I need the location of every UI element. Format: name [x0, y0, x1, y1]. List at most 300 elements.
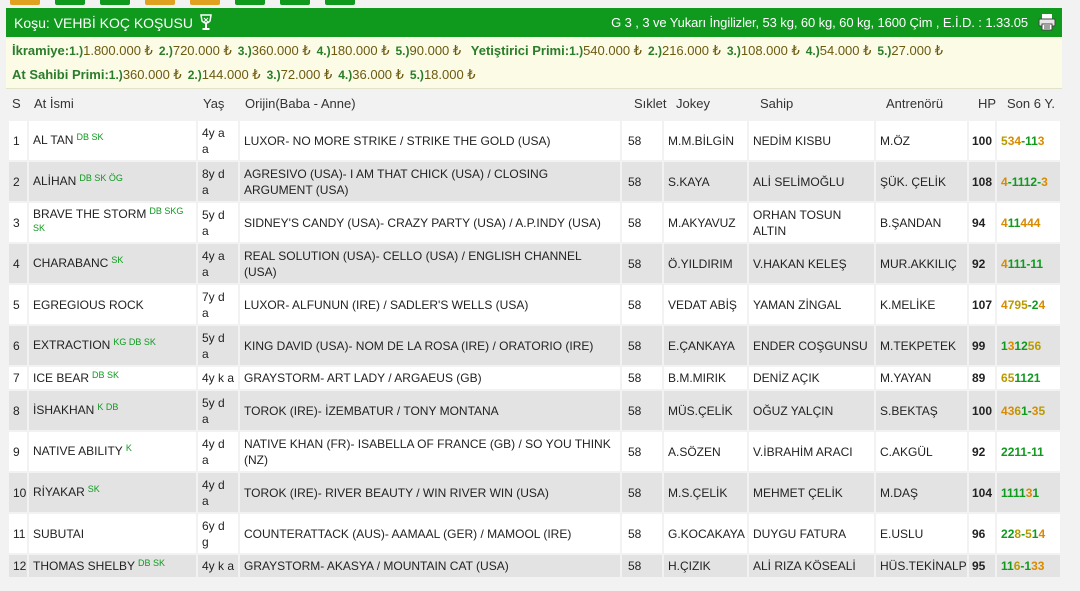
- prize-rank: 4.): [338, 68, 353, 82]
- cell-age-text: 4y d a: [202, 477, 225, 508]
- cell-s-text: 8: [13, 403, 20, 418]
- cell-s-text: 7: [13, 371, 20, 385]
- last6-text: 411444: [1001, 215, 1041, 230]
- prize-rank: 3.): [237, 44, 252, 58]
- cell-hp-text: 100: [972, 133, 993, 148]
- cell-owner[interactable]: [749, 514, 876, 553]
- cell-hp-text: 89: [972, 371, 986, 385]
- cell-weight: [622, 162, 664, 201]
- trophy-icon: [199, 14, 213, 32]
- cell-owner[interactable]: [749, 285, 876, 324]
- cell-horse-name-text[interactable]: BRAVE THE STORM $^{DB SKG SK}$: [33, 205, 184, 233]
- cell-jockey[interactable]: [664, 326, 749, 365]
- cell-hp-text: 94: [972, 215, 986, 230]
- ikramiye-values: [69, 43, 461, 58]
- cell-s-text: 6: [13, 338, 20, 353]
- cell-last6: [997, 367, 1058, 389]
- cell-s-text: 5: [13, 297, 20, 312]
- cell-trainer-text[interactable]: ŞÜK. ÇELİK: [880, 174, 947, 189]
- cell-hp-text: 100: [972, 403, 993, 418]
- cell-age-text: 7y d a: [202, 289, 225, 320]
- cell-hp: [969, 432, 997, 471]
- cell-owner[interactable]: [749, 473, 876, 512]
- cell-owner-text[interactable]: ORHAN TOSUN ALTIN: [753, 207, 842, 238]
- cell-age: [198, 326, 240, 365]
- cell-owner-text[interactable]: ENDER COŞGUNSU: [753, 338, 868, 353]
- cell-origin[interactable]: [240, 121, 622, 160]
- table-row[interactable]: [9, 244, 1060, 285]
- cell-origin-text[interactable]: TOROK (IRE)- RIVER BEAUTY / WIN RIVER WIN (USA): [244, 485, 549, 500]
- cell-weight: [622, 514, 664, 553]
- col-head-last6[interactable]: Son 6 Y.: [1007, 96, 1055, 111]
- cell-s-text: 3: [13, 215, 20, 230]
- yetistirici-label: Yetiştirici Primi:: [470, 43, 570, 58]
- prize-rank: 1.): [108, 68, 123, 82]
- cell-age-text: 4y k a: [202, 559, 235, 573]
- cell-owner[interactable]: [749, 244, 876, 283]
- equipment-tags: KG DB SK: [113, 337, 156, 347]
- cell-age-text: 4y d a: [202, 436, 225, 467]
- cell-origin-text[interactable]: GRAYSTORM- ART LADY / ARGAEUS (GB): [244, 371, 482, 385]
- prize-rank: 3.): [726, 44, 741, 58]
- prize-rank: 5.): [409, 68, 424, 82]
- cell-age-text: 4y a a: [202, 248, 225, 279]
- cell-horse-name[interactable]: [29, 473, 198, 512]
- cell-weight: [622, 203, 664, 242]
- cell-s-text: 11: [13, 526, 26, 541]
- cell-jockey-text[interactable]: B.M.MIRIK: [668, 371, 727, 385]
- cell-origin[interactable]: [240, 367, 622, 389]
- col-head-age[interactable]: Yaş: [203, 96, 225, 111]
- cell-last6: [997, 203, 1058, 242]
- equipment-tags: SK: [111, 255, 124, 265]
- col-head-owner[interactable]: Sahip: [760, 96, 794, 111]
- cell-owner-text[interactable]: V.İBRAHİM ARACI: [753, 444, 853, 459]
- prize-rank: 2.): [187, 68, 202, 82]
- cell-horse-name[interactable]: [29, 285, 198, 324]
- cell-origin-text[interactable]: LUXOR- NO MORE STRIKE / STRIKE THE GOLD (USA): [244, 133, 551, 148]
- top-tab[interactable]: [325, 0, 355, 5]
- table-row[interactable]: [9, 367, 1060, 391]
- race-name: VEHBİ KOÇ KOŞUSU: [53, 14, 193, 31]
- cell-owner[interactable]: [749, 432, 876, 471]
- cell-trainer[interactable]: [876, 162, 969, 201]
- cell-jockey-text[interactable]: A.SÖZEN: [668, 444, 721, 459]
- cell-horse-name-text[interactable]: EGREGIOUS ROCK: [33, 297, 144, 312]
- top-tab-strip: [0, 0, 1080, 6]
- cell-horse-name[interactable]: [29, 326, 198, 365]
- col-head-hp[interactable]: HP: [978, 96, 997, 111]
- cell-horse-name[interactable]: [29, 555, 198, 577]
- cell-origin[interactable]: [240, 555, 622, 577]
- cell-age: [198, 473, 240, 512]
- top-tab[interactable]: [100, 0, 130, 5]
- cell-hp-text: 104: [972, 485, 993, 500]
- table-row[interactable]: [9, 555, 1060, 579]
- cell-jockey-text[interactable]: M.M.BİLGİN: [668, 133, 735, 148]
- cell-origin-text[interactable]: AGRESIVO (USA)- I AM THAT CHICK (USA) / CLOSING ARGUMENT (USA): [244, 166, 549, 197]
- table-row[interactable]: [9, 432, 1060, 473]
- cell-hp-text: 108: [972, 174, 993, 189]
- cell-horse-name-text[interactable]: ALİHAN $^{DB SK ÖG}$: [33, 173, 123, 188]
- cell-owner-text[interactable]: V.HAKAN KELEŞ: [753, 256, 847, 271]
- cell-s: [9, 555, 29, 577]
- prize-rank: 4.): [316, 44, 331, 58]
- top-tab[interactable]: [190, 0, 220, 5]
- top-tab[interactable]: [10, 0, 40, 5]
- cell-s: [9, 367, 29, 389]
- prize-amount: 180.000 ₺: [330, 43, 390, 58]
- prize-rank: 4.): [805, 44, 820, 58]
- cell-jockey[interactable]: [664, 285, 749, 324]
- prize-amount: 216.000 ₺: [661, 43, 721, 58]
- cell-weight: [622, 473, 664, 512]
- cell-s-text: 2: [13, 174, 20, 189]
- cell-trainer[interactable]: [876, 285, 969, 324]
- prize-panel: [6, 37, 1062, 89]
- cell-trainer[interactable]: [876, 244, 969, 283]
- cell-last6: [997, 391, 1058, 430]
- last6-text: 4111-11: [1001, 256, 1044, 271]
- cell-origin[interactable]: [240, 203, 622, 242]
- cell-age: [198, 555, 240, 577]
- cell-origin[interactable]: [240, 514, 622, 553]
- cell-jockey-text[interactable]: E.ÇANKAYA: [668, 338, 735, 353]
- cell-jockey-text[interactable]: MÜS.ÇELİK: [668, 403, 733, 418]
- cell-weight-text: 58: [628, 371, 642, 385]
- atsahibi-values: [109, 67, 476, 82]
- cell-s-text: 12: [13, 559, 27, 573]
- yetistirici-values: [569, 43, 943, 58]
- cell-jockey-text[interactable]: G.KOCAKAYA: [668, 526, 745, 541]
- cell-s: [9, 285, 29, 324]
- last6-text: 4-1112-3: [1001, 174, 1048, 189]
- cell-hp-text: 96: [972, 526, 986, 541]
- cell-age-text: 4y a a: [202, 125, 225, 156]
- top-tab[interactable]: [235, 0, 265, 5]
- cell-jockey-text[interactable]: M.AKYAVUZ: [668, 215, 736, 230]
- cell-horse-name-text[interactable]: SUBUTAI: [33, 526, 85, 541]
- prize-rank: 5.): [877, 44, 892, 58]
- equipment-tags: DB SK: [92, 369, 120, 380]
- cell-jockey-text[interactable]: Ö.YILDIRIM: [668, 256, 733, 271]
- cell-weight-text: 58: [628, 174, 642, 189]
- cell-jockey-text[interactable]: M.S.ÇELİK: [668, 485, 728, 500]
- cell-hp-text: 92: [972, 444, 986, 459]
- cell-horse-name-text[interactable]: NATIVE ABILITY $^K$: [33, 443, 132, 458]
- cell-trainer-text[interactable]: B.ŞANDAN: [880, 215, 942, 230]
- cell-trainer[interactable]: [876, 367, 969, 389]
- cell-owner[interactable]: [749, 203, 876, 242]
- last6-text: 4361-35: [1001, 403, 1046, 418]
- prize-amount: 1.800.000 ₺: [83, 43, 153, 58]
- table-row[interactable]: [9, 162, 1060, 203]
- cell-origin[interactable]: [240, 326, 622, 365]
- cell-weight: [622, 121, 664, 160]
- last6-text: 131256: [1001, 338, 1042, 353]
- cell-trainer[interactable]: [876, 473, 969, 512]
- cell-owner[interactable]: [749, 555, 876, 577]
- cell-horse-name[interactable]: [29, 121, 198, 160]
- cell-horse-name[interactable]: [29, 367, 198, 389]
- cell-hp: [969, 473, 997, 512]
- cell-origin[interactable]: [240, 391, 622, 430]
- cell-horse-name[interactable]: [29, 391, 198, 430]
- cell-horse-name-text[interactable]: İSHAKHAN $^{K DB}$: [33, 402, 119, 417]
- cell-age-text: 5y d a: [202, 330, 225, 361]
- cell-horse-name[interactable]: [29, 244, 198, 283]
- cell-jockey[interactable]: [664, 432, 749, 471]
- cell-s: [9, 473, 29, 512]
- table-row[interactable]: [9, 121, 1060, 162]
- cell-owner-text[interactable]: YAMAN ZİNGAL: [753, 297, 842, 312]
- cell-age-text: 6y d g: [202, 518, 225, 549]
- cell-weight: [622, 326, 664, 365]
- cell-last6: [997, 121, 1058, 160]
- cell-s: [9, 244, 29, 283]
- cell-age-text: 4y k a: [202, 371, 235, 385]
- prize-rank: 5.): [395, 44, 410, 58]
- cell-owner[interactable]: [749, 391, 876, 430]
- cell-horse-name-text[interactable]: AL TAN $^{DB SK}$: [33, 132, 104, 147]
- cell-jockey[interactable]: [664, 162, 749, 201]
- cell-trainer-text[interactable]: M.TEKPETEK: [880, 338, 957, 353]
- cell-s-text: 9: [13, 444, 20, 459]
- prize-amount: 360.000 ₺: [251, 43, 311, 58]
- cell-hp-text: 99: [972, 338, 986, 353]
- cell-weight: [622, 367, 664, 389]
- atsahibi-label: At Sahibi Primi:: [12, 67, 109, 82]
- cell-s: [9, 162, 29, 201]
- cell-jockey-text[interactable]: H.ÇIZIK: [668, 559, 711, 573]
- cell-age: [198, 285, 240, 324]
- cell-age-text: 8y d a: [202, 166, 225, 197]
- cell-origin-text[interactable]: LUXOR- ALFUNUN (IRE) / SADLER'S WELLS (USA): [244, 297, 529, 312]
- cell-trainer[interactable]: [876, 432, 969, 471]
- equipment-tags: K DB: [97, 402, 119, 412]
- prize-amount: 90.000 ₺: [409, 43, 462, 58]
- cell-trainer-text[interactable]: M.ÖZ: [880, 133, 910, 148]
- cell-trainer[interactable]: [876, 514, 969, 553]
- cell-trainer-text[interactable]: C.AKGÜL: [880, 444, 933, 459]
- cell-weight: [622, 391, 664, 430]
- cell-origin-text[interactable]: KING DAVID (USA)- NOM DE LA ROSA (IRE) / ORATORIO (IRE): [244, 338, 594, 353]
- cell-age: [198, 432, 240, 471]
- cell-origin[interactable]: [240, 162, 622, 201]
- col-head-s[interactable]: S: [12, 96, 21, 111]
- cell-origin[interactable]: [240, 285, 622, 324]
- race-conditions: G 3 , 3 ve Yukarı İngilizler, 53 kg, 60 kg, 60 kg, 1600 Çim , E.İ.D. : 1.33.05: [611, 15, 1028, 30]
- cell-horse-name[interactable]: [29, 162, 198, 201]
- cell-weight-text: 58: [628, 559, 642, 573]
- table-row[interactable]: [9, 391, 1060, 432]
- cell-owner-text[interactable]: ALİ SELİMOĞLU: [753, 174, 845, 189]
- cell-horse-name-text[interactable]: RİYAKAR $^{SK}$: [33, 484, 100, 499]
- cell-trainer-text[interactable]: HÜS.TEKİNALP: [880, 559, 967, 573]
- last6-text: 534-113: [1001, 133, 1045, 148]
- cell-last6: [997, 326, 1058, 365]
- equipment-tags: DB SK: [76, 132, 104, 142]
- printer-icon[interactable]: [1038, 13, 1056, 31]
- cell-trainer-text[interactable]: MUR.AKKILIÇ: [880, 256, 957, 271]
- cell-owner[interactable]: [749, 326, 876, 365]
- cell-owner[interactable]: [749, 121, 876, 160]
- prize-amount: 36.000 ₺: [352, 67, 404, 82]
- cell-hp-text: 92: [972, 256, 986, 271]
- cell-hp: [969, 391, 997, 430]
- col-head-origin[interactable]: Orijin(Baba - Anne): [245, 96, 356, 111]
- cell-weight-text: 58: [628, 403, 642, 418]
- equipment-tags: K: [125, 443, 132, 453]
- cell-owner-text[interactable]: OĞUZ YALÇIN: [753, 403, 834, 418]
- cell-weight-text: 58: [628, 338, 642, 353]
- prize-line-2: [12, 67, 476, 83]
- last6-text: 116-133: [1001, 559, 1045, 573]
- cell-last6: [997, 555, 1058, 577]
- cell-owner-text[interactable]: DUYGU FATURA: [753, 526, 847, 541]
- prize-line-1: [12, 43, 943, 59]
- cell-trainer-text[interactable]: M.YAYAN: [880, 371, 932, 385]
- cell-trainer[interactable]: [876, 555, 969, 577]
- cell-weight: [622, 555, 664, 577]
- cell-age: [198, 514, 240, 553]
- cell-hp: [969, 555, 997, 577]
- cell-hp: [969, 244, 997, 283]
- cell-owner-text[interactable]: DENİZ AÇIK: [753, 371, 820, 385]
- cell-hp: [969, 326, 997, 365]
- table-row[interactable]: [9, 203, 1060, 244]
- cell-weight-text: 58: [628, 256, 642, 271]
- cell-s: [9, 514, 29, 553]
- equipment-tags: DB SK: [138, 557, 166, 568]
- cell-horse-name-text[interactable]: ICE BEAR $^{DB SK}$: [33, 369, 120, 385]
- race-title-label: Koşu:: [14, 14, 50, 31]
- cell-trainer-text[interactable]: K.MELİKE: [880, 297, 936, 312]
- cell-origin-text[interactable]: REAL SOLUTION (USA)- CELLO (USA) / ENGLISH CHANNEL (USA): [244, 248, 582, 279]
- cell-horse-name-text[interactable]: EXTRACTION $^{KG DB SK}$: [33, 337, 156, 352]
- cell-last6: [997, 514, 1058, 553]
- equipment-tags: DB SKG SK: [33, 205, 184, 233]
- cell-weight-text: 58: [628, 444, 642, 459]
- cell-weight-text: 58: [628, 297, 642, 312]
- cell-weight-text: 58: [628, 485, 642, 500]
- cell-horse-name[interactable]: [29, 203, 198, 242]
- cell-owner-text[interactable]: MEHMET ÇELİK: [753, 485, 843, 500]
- cell-trainer[interactable]: [876, 326, 969, 365]
- cell-age-text: 5y d a: [202, 207, 225, 238]
- cell-owner-text[interactable]: ALİ RIZA KÖSEALİ: [753, 559, 856, 573]
- cell-trainer-text[interactable]: S.BEKTAŞ: [880, 403, 938, 418]
- top-tab[interactable]: [145, 0, 175, 5]
- prize-amount: 720.000 ₺: [172, 43, 232, 58]
- cell-origin[interactable]: [240, 244, 622, 283]
- col-head-name[interactable]: At İsmi: [34, 96, 74, 111]
- cell-horse-name[interactable]: [29, 514, 198, 553]
- cell-hp: [969, 121, 997, 160]
- col-head-trainer[interactable]: Antrenörü: [886, 96, 944, 111]
- top-tab[interactable]: [55, 0, 85, 5]
- cell-jockey[interactable]: [664, 367, 749, 389]
- table-row[interactable]: [9, 473, 1060, 514]
- prize-amount: 27.000 ₺: [891, 43, 944, 58]
- cell-s: [9, 391, 29, 430]
- cell-jockey[interactable]: [664, 391, 749, 430]
- cell-age: [198, 244, 240, 283]
- col-head-kg[interactable]: Sıklet: [634, 96, 667, 111]
- prize-amount: 108.000 ₺: [740, 43, 800, 58]
- cell-s: [9, 121, 29, 160]
- cell-weight: [622, 432, 664, 471]
- cell-horse-name-text[interactable]: CHARABANC $^{SK}$: [33, 255, 124, 270]
- cell-hp-text: 95: [972, 559, 986, 573]
- cell-origin-text[interactable]: COUNTERATTACK (AUS)- AAMAAL (GER) / MAMOOL (IRE): [244, 526, 572, 541]
- cell-s: [9, 203, 29, 242]
- prize-rank: 3.): [266, 68, 281, 82]
- cell-weight-text: 58: [628, 133, 642, 148]
- cell-trainer-text[interactable]: E.USLU: [880, 526, 924, 541]
- cell-trainer[interactable]: [876, 391, 969, 430]
- cell-age: [198, 203, 240, 242]
- top-tab[interactable]: [280, 0, 310, 5]
- cell-jockey[interactable]: [664, 244, 749, 283]
- prize-amount: 144.000 ₺: [201, 67, 261, 82]
- cell-jockey[interactable]: [664, 121, 749, 160]
- cell-origin-text[interactable]: GRAYSTORM- AKASYA / MOUNTAIN CAT (USA): [244, 559, 509, 573]
- col-head-jockey[interactable]: Jokey: [676, 96, 710, 111]
- prize-rank: 2.): [158, 44, 173, 58]
- cell-origin-text[interactable]: SIDNEY'S CANDY (USA)- CRAZY PARTY (USA) / A.P.INDY (USA): [244, 215, 601, 230]
- cell-jockey-text[interactable]: S.KAYA: [668, 174, 710, 189]
- race-title: [14, 15, 193, 31]
- cell-hp: [969, 285, 997, 324]
- last6-text: 2211-11: [1001, 444, 1044, 459]
- cell-age: [198, 367, 240, 389]
- cell-origin-text[interactable]: TOROK (IRE)- İZEMBATUR / TONY MONTANA: [244, 403, 499, 418]
- cell-trainer[interactable]: [876, 203, 969, 242]
- cell-jockey[interactable]: [664, 514, 749, 553]
- cell-trainer-text[interactable]: M.DAŞ: [880, 485, 919, 500]
- cell-s-text: 1: [13, 133, 20, 148]
- prize-amount: 360.000 ₺: [122, 67, 182, 82]
- cell-weight: [622, 244, 664, 283]
- cell-origin-text[interactable]: NATIVE KHAN (FR)- ISABELLA OF FRANCE (GB) / SO YOU THINK (NZ): [244, 436, 611, 467]
- cell-jockey[interactable]: [664, 555, 749, 577]
- cell-origin[interactable]: [240, 473, 622, 512]
- equipment-tags: SK: [87, 484, 100, 494]
- cell-jockey[interactable]: [664, 473, 749, 512]
- table-row[interactable]: [9, 285, 1060, 326]
- cell-horse-name-text[interactable]: THOMAS SHELBY $^{DB SK}$: [33, 557, 166, 573]
- cell-s: [9, 326, 29, 365]
- cell-age: [198, 391, 240, 430]
- cell-weight-text: 58: [628, 526, 642, 541]
- cell-horse-name[interactable]: [29, 432, 198, 471]
- cell-jockey[interactable]: [664, 203, 749, 242]
- prize-rank: 2.): [647, 44, 662, 58]
- cell-jockey-text[interactable]: VEDAT ABİŞ: [668, 297, 737, 312]
- cell-origin[interactable]: [240, 432, 622, 471]
- cell-hp: [969, 514, 997, 553]
- cell-owner[interactable]: [749, 367, 876, 389]
- cell-owner[interactable]: [749, 162, 876, 201]
- cell-owner-text[interactable]: NEDİM KISBU: [753, 133, 832, 148]
- table-row[interactable]: [9, 326, 1060, 367]
- cell-last6: [997, 285, 1058, 324]
- table-row[interactable]: [9, 514, 1060, 555]
- last6-text: 228-514: [1001, 526, 1046, 541]
- equipment-tags: DB SK ÖG: [79, 173, 123, 183]
- cell-trainer[interactable]: [876, 121, 969, 160]
